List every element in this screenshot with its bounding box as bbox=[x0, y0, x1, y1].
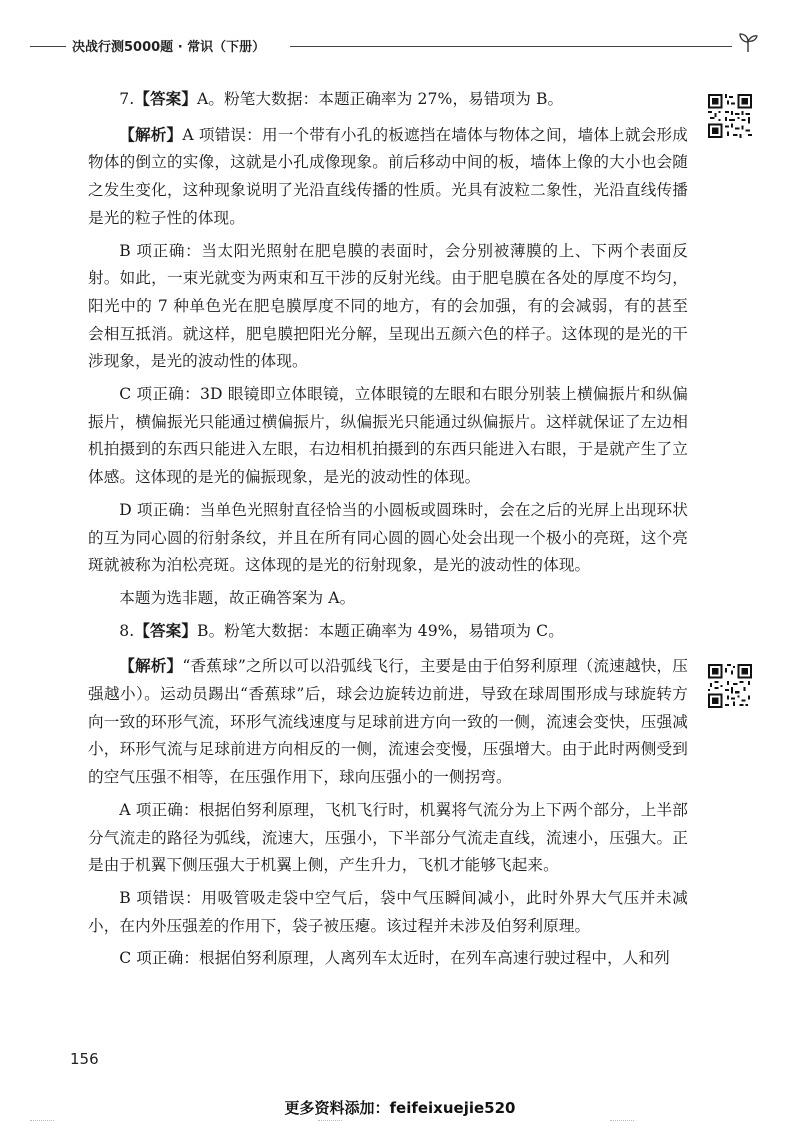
page-header bbox=[0, 30, 800, 60]
q8-option-a: A 项正确：根据伯努利原理，飞机飞行时，机翼将气流分为上下两个部分，上半部分气流走的路径为弧线，流速大，压强小，下半部分气流走直线，流速小，压强大。正是由于机翼下侧压强大于机翼上侧，产生升力，飞机才能够飞起来。 bbox=[88, 800, 688, 875]
header-rule-left bbox=[30, 46, 66, 47]
qr-code bbox=[708, 664, 752, 708]
footer-scan-mark bbox=[318, 1120, 342, 1125]
q7-answer-text: A。粉笔大数据：本题正确率为 27%，易错项为 B。 bbox=[197, 90, 564, 108]
q8-answer-text: B。粉笔大数据：本题正确率为 49%，易错项为 C。 bbox=[197, 621, 564, 640]
analysis-tag: 【解析】 bbox=[119, 125, 183, 144]
q8-number: 8. bbox=[119, 621, 135, 640]
page-number: 156 bbox=[70, 1050, 99, 1068]
q7-conclusion: 本题为选非题，故正确答案为 A。 bbox=[119, 588, 356, 607]
footer-scan-mark bbox=[610, 1120, 634, 1125]
q7-analysis-a-text: A 项错误：用一个带有小孔的板遮挡在墙体与物体之间，墙体上就会形成物体的倒立的实像，这就是小孔成像现象。前后移动中间的板，墙体上像的大小也会随之发生变化，这种现象说明了光沿直线传播的性质。光具有波粒二象性，光沿直线传播是光的粒子性的体现。 bbox=[88, 125, 688, 227]
q8-option-c: C 项正确：根据伯努利原理，人离列车太近时，在列车高速行驶过程中，人和列 bbox=[119, 949, 670, 968]
page-content bbox=[88, 86, 688, 978]
header-title: 决战行测5000题 · 常识（下册） bbox=[72, 40, 266, 55]
footer-note: 更多资料添加：feifeixuejie520 bbox=[284, 1099, 516, 1117]
header-rule-right bbox=[290, 46, 732, 47]
q8-option-b: B 项错误：用吸管吸走袋中空气后，袋中气压瞬间减小，此时外界大气压并未减小，在内外压强差的作用下，袋子被压瘪。该过程并未涉及伯努利原理。 bbox=[88, 888, 688, 935]
q8-answer bbox=[88, 618, 688, 646]
analysis-tag: 【解析】 bbox=[119, 657, 183, 676]
q7-number: 7. bbox=[119, 90, 135, 108]
q7-answer bbox=[88, 86, 688, 114]
answer-tag: 【答案】 bbox=[134, 621, 198, 640]
footer-scan-mark bbox=[30, 1120, 54, 1125]
q8-analysis-intro bbox=[88, 653, 688, 792]
q8-analysis-intro-text: “香蕉球”之所以可以沿弧线飞行，主要是由于伯努利原理（流速越快，压强越小）。运动员踢出“香蕉球”后，球会边旋转边前进，导致在球周围形成与球旋转方向一致的环形气流，环形气流线速度与足球前进方向一致的一侧，流速会变快，压强减小，环形气流与足球前进方向相反的一侧，流速会变慢，压强增大。由于此时两侧受到的空气压强不相等，在压强作用下，球向压强小的一侧拐弯。 bbox=[88, 657, 688, 787]
q7-option-d: D 项正确：当单色光照射直径恰当的小圆板或圆珠时，会在之后的光屏上出现环状的互为同心圆的衍射条纹，并且在所有同心圆的圆心处会出现一个极小的亮斑，这个亮斑就被称为泊松亮斑。这体现的是光的衍射现象，是光的波动性的体现。 bbox=[88, 500, 688, 575]
qr-code bbox=[708, 94, 752, 138]
q7-option-c: C 项正确：3D 眼镜即立体眼镜，立体眼镜的左眼和右眼分别装上横偏振片和纵偏振片，横偏振光只能通过横偏振片，纵偏振光只能通过纵偏振片。这样就保证了左边相机拍摄到的东西只能进入左眼，右边相机拍摄到的东西只能进入右眼，于是就产生了立体感。这体现的是光的偏振现象，是光的波动性的体现。 bbox=[88, 385, 688, 487]
q7-analysis-a bbox=[88, 122, 688, 233]
sprout-icon bbox=[736, 30, 760, 54]
answer-tag: 【答案】 bbox=[134, 90, 198, 108]
q7-option-b: B 项正确：当太阳光照射在肥皂膜的表面时，会分别被薄膜的上、下两个表面反射。如此，一束光就变为两束和互干涉的反射光线。由于肥皂膜在各处的厚度不均匀，阳光中的 7 种单色光在肥皂膜厚度不同的地方，有的会加强，有的会减弱，有的甚至会相互抵消。就这样，肥皂膜把阳光分解，呈现出五颜六色的样子。这体现的是光的干涉现象，是光的波动性的体现。 bbox=[88, 241, 688, 371]
